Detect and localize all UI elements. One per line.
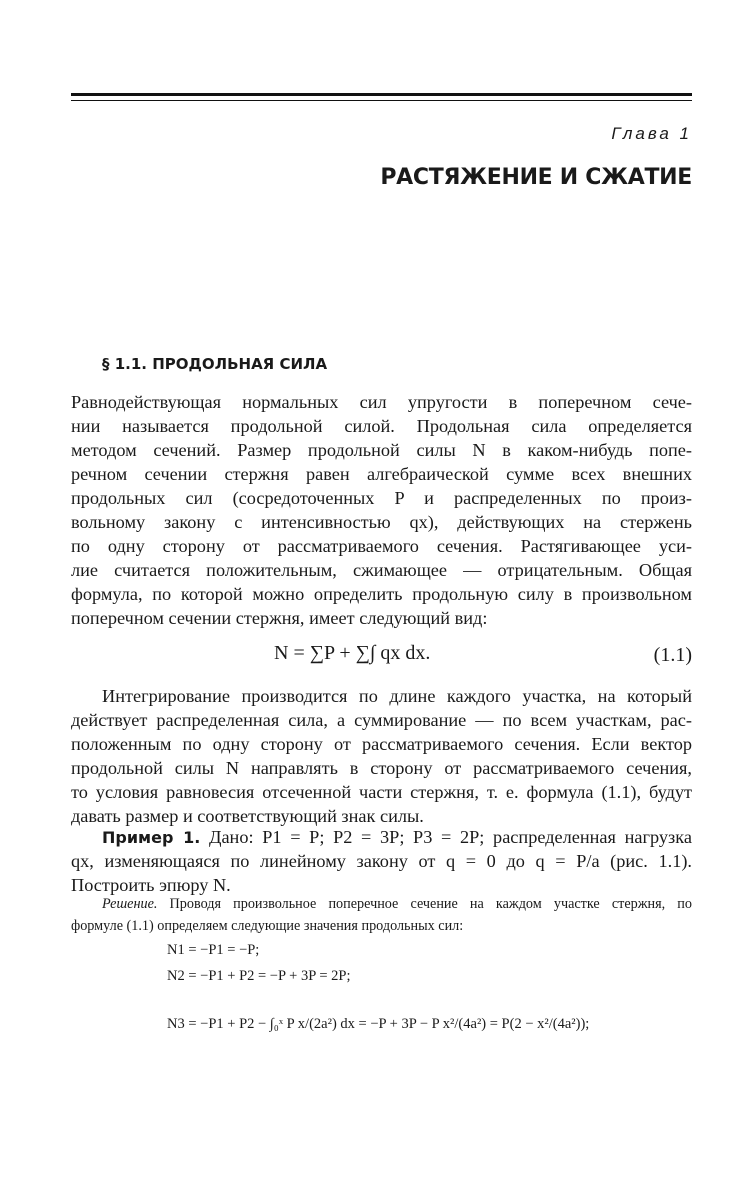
formula-1-1 xyxy=(71,638,692,678)
solution xyxy=(71,893,692,937)
paragraph-line: вольному закону с интенсивностью qx), действующих на стержень xyxy=(71,512,692,532)
example-line xyxy=(71,825,692,849)
paragraph-line: нии называется продольной силой. Продольная сила определяется xyxy=(71,416,692,436)
paragraph-line: по одну сторону от рассматриваемого сечения. Растягивающее уси- xyxy=(71,536,692,556)
solution-line xyxy=(71,893,692,915)
paragraph-line: формула, по которой можно определить продольную силу в произвольном xyxy=(71,584,692,604)
header-rule-thick xyxy=(71,93,692,96)
section-title: § 1.1. ПРОДОЛЬНАЯ СИЛА xyxy=(102,355,328,373)
chapter-label: Глава 1 xyxy=(611,124,692,143)
solution-label: Решение. xyxy=(102,896,158,912)
example-label: Пример 1. xyxy=(102,828,201,847)
header-rule-thin xyxy=(71,100,692,101)
paragraph-line: Интегрирование производится по длине каждого участка, на который xyxy=(102,686,692,706)
example-1 xyxy=(71,825,692,897)
paragraph-line: то условия равновесия отсеченной части стержня, т. е. формула (1.1), будут xyxy=(71,782,692,802)
paragraph-line: методом сечений. Размер продольной силы N в каком-нибудь попе- xyxy=(71,440,692,460)
paragraph-line: продольной силы N направлять в сторону от рассматриваемого сечения, xyxy=(71,758,692,778)
paragraph-1 xyxy=(71,390,692,630)
equation-n2: N2 = −P1 + P2 = −P + 3P = 2P; xyxy=(167,968,351,984)
paragraph-line: речном сечении стержня равен алгебраической сумме всех внешних xyxy=(71,464,692,484)
solution-text: Проводя произвольное поперечное сечение на каждом участке стержня, по xyxy=(157,896,692,912)
paragraph-line: лие считается положительным, сжимающее — отрицательным. Общая xyxy=(71,560,692,580)
example-text: Дано: P1 = P; P2 = 3P; P3 = 2P; распределенная нагрузка xyxy=(200,827,692,847)
equation-n3: N3 = −P1 + P2 − ∫₀ˣ P x/(2a²) dx = −P + 3P − P x²/(4a²) = P(2 − x²/(4a²)); xyxy=(167,1016,590,1032)
chapter-title: РАСТЯЖЕНИЕ И СЖАТИЕ xyxy=(380,165,692,190)
paragraph-line: действует распределенная сила, а суммирование — по всем участкам, рас- xyxy=(71,710,692,730)
paragraph-line: Равнодействующая нормальных сил упругости в поперечном сече- xyxy=(71,392,692,412)
formula-expression: N = ∑P + ∑∫ qx dx. xyxy=(274,642,431,664)
paragraph-line: давать размер и соответствующий знак силы. xyxy=(71,806,424,826)
paragraph-2 xyxy=(71,684,692,828)
equation-n1: N1 = −P1 = −P; xyxy=(167,942,260,958)
paragraph-line: продольных сил (сосредоточенных P и распределенных по произ- xyxy=(71,488,692,508)
formula-number: (1.1) xyxy=(653,644,692,666)
example-line: qx, изменяющаяся по линейному закону от q = 0 до q = P/a (рис. 1.1). xyxy=(71,851,692,871)
paragraph-line: поперечном сечении стержня, имеет следующий вид: xyxy=(71,608,488,628)
example-line: Построить эпюру N. xyxy=(71,875,231,895)
solution-line: формуле (1.1) определяем следующие значения продольных сил: xyxy=(71,918,464,934)
paragraph-line: положенным по одну сторону от рассматриваемого сечения. Если вектор xyxy=(71,734,692,754)
